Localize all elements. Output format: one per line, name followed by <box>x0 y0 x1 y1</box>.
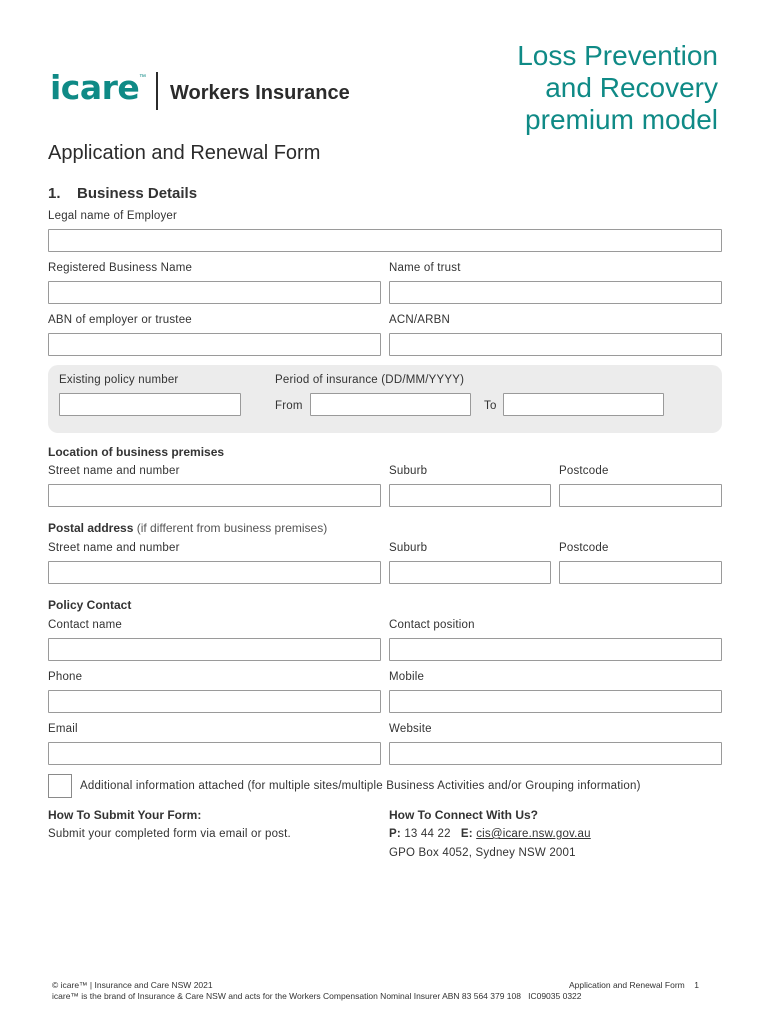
to-label: To <box>484 400 497 412</box>
phone-field[interactable] <box>48 690 381 713</box>
logo-divider <box>156 72 158 110</box>
registered-name-field[interactable] <box>48 281 381 304</box>
connect-heading: How To Connect With Us? <box>389 808 538 822</box>
location-postcode-label: Postcode <box>559 465 609 477</box>
period-label: Period of insurance (DD/MM/YYYY) <box>275 374 465 386</box>
connect-email-link[interactable]: cis@icare.nsw.gov.au <box>476 828 591 840</box>
submit-text: Submit your completed form via email or post. <box>48 828 291 840</box>
registered-name-label: Registered Business Name <box>48 262 193 274</box>
additional-info-checkbox[interactable] <box>48 774 72 798</box>
website-label: Website <box>389 723 432 735</box>
legal-name-label: Legal name of Employer <box>48 210 178 222</box>
submit-heading: How To Submit Your Form: <box>48 808 202 822</box>
document-title-line: and Recovery <box>545 72 718 103</box>
mobile-label: Mobile <box>389 671 425 683</box>
contact-heading: Policy Contact <box>48 598 132 612</box>
period-from-field[interactable] <box>310 393 471 416</box>
footer-page-number: 1 <box>694 980 699 990</box>
icare-logo: icare <box>50 68 140 107</box>
contact-name-label: Contact name <box>48 619 122 631</box>
email-prefix: E: <box>460 828 473 840</box>
acn-label: ACN/ARBN <box>389 314 451 326</box>
document-title-line: premium model <box>525 104 718 135</box>
document-title-line: Loss Prevention <box>517 40 718 71</box>
additional-info-label: Additional information attached (for multiple sites/multiple Business Activities and/or Grouping information) <box>80 780 641 792</box>
postal-heading-text: Postal address <box>48 521 134 535</box>
contact-position-field[interactable] <box>389 638 722 661</box>
trust-name-label: Name of trust <box>389 262 461 274</box>
policy-number-field[interactable] <box>59 393 241 416</box>
postal-heading <box>48 521 327 535</box>
from-label: From <box>275 400 303 412</box>
section-number: 1. <box>48 185 61 202</box>
postal-suburb-label: Suburb <box>389 542 428 554</box>
logo-trademark: ™ <box>139 74 146 81</box>
contact-name-field[interactable] <box>48 638 381 661</box>
footer-form-name: Application and Renewal Form <box>569 980 685 990</box>
trust-name-field[interactable] <box>389 281 722 304</box>
location-postcode-field[interactable] <box>559 484 722 507</box>
postal-heading-note: (if different from business premises) <box>136 521 328 535</box>
email-label: Email <box>48 723 78 735</box>
connect-phone: 13 44 22 <box>404 828 451 840</box>
section-title: Business Details <box>77 185 198 202</box>
location-street-label: Street name and number <box>48 465 180 477</box>
postal-street-field[interactable] <box>48 561 381 584</box>
document-title <box>438 40 718 136</box>
website-field[interactable] <box>389 742 722 765</box>
location-heading: Location of business premises <box>48 445 225 459</box>
postal-suburb-field[interactable] <box>389 561 551 584</box>
location-street-field[interactable] <box>48 484 381 507</box>
location-suburb-label: Suburb <box>389 465 428 477</box>
location-suburb-field[interactable] <box>389 484 551 507</box>
abn-label: ABN of employer or trustee <box>48 314 192 326</box>
footer-brand-line <box>52 991 582 1001</box>
footer-copyright: © icare™ | Insurance and Care NSW 2021 <box>52 980 213 990</box>
abn-field[interactable] <box>48 333 381 356</box>
email-field[interactable] <box>48 742 381 765</box>
mobile-field[interactable] <box>389 690 722 713</box>
form-title: Application and Renewal Form <box>48 142 321 164</box>
postal-street-label: Street name and number <box>48 542 180 554</box>
legal-name-field[interactable] <box>48 229 722 252</box>
footer-doc-code: IC09035 0322 <box>528 991 582 1001</box>
footer-brand-text: icare™ is the brand of Insurance & Care NSW and acts for the Workers Compensation Nominal Insurer ABN 83 564 379 108 <box>52 991 521 1001</box>
logo-division-name: Workers Insurance <box>170 82 350 104</box>
phone-prefix: P: <box>389 828 401 840</box>
connect-address: GPO Box 4052, Sydney NSW 2001 <box>389 847 576 859</box>
connect-contact-line <box>389 828 591 840</box>
acn-field[interactable] <box>389 333 722 356</box>
footer-page-label <box>569 980 699 990</box>
postal-postcode-field[interactable] <box>559 561 722 584</box>
phone-label: Phone <box>48 671 83 683</box>
postal-postcode-label: Postcode <box>559 542 609 554</box>
policy-number-label: Existing policy number <box>59 374 179 386</box>
contact-position-label: Contact position <box>389 619 475 631</box>
period-to-field[interactable] <box>503 393 664 416</box>
